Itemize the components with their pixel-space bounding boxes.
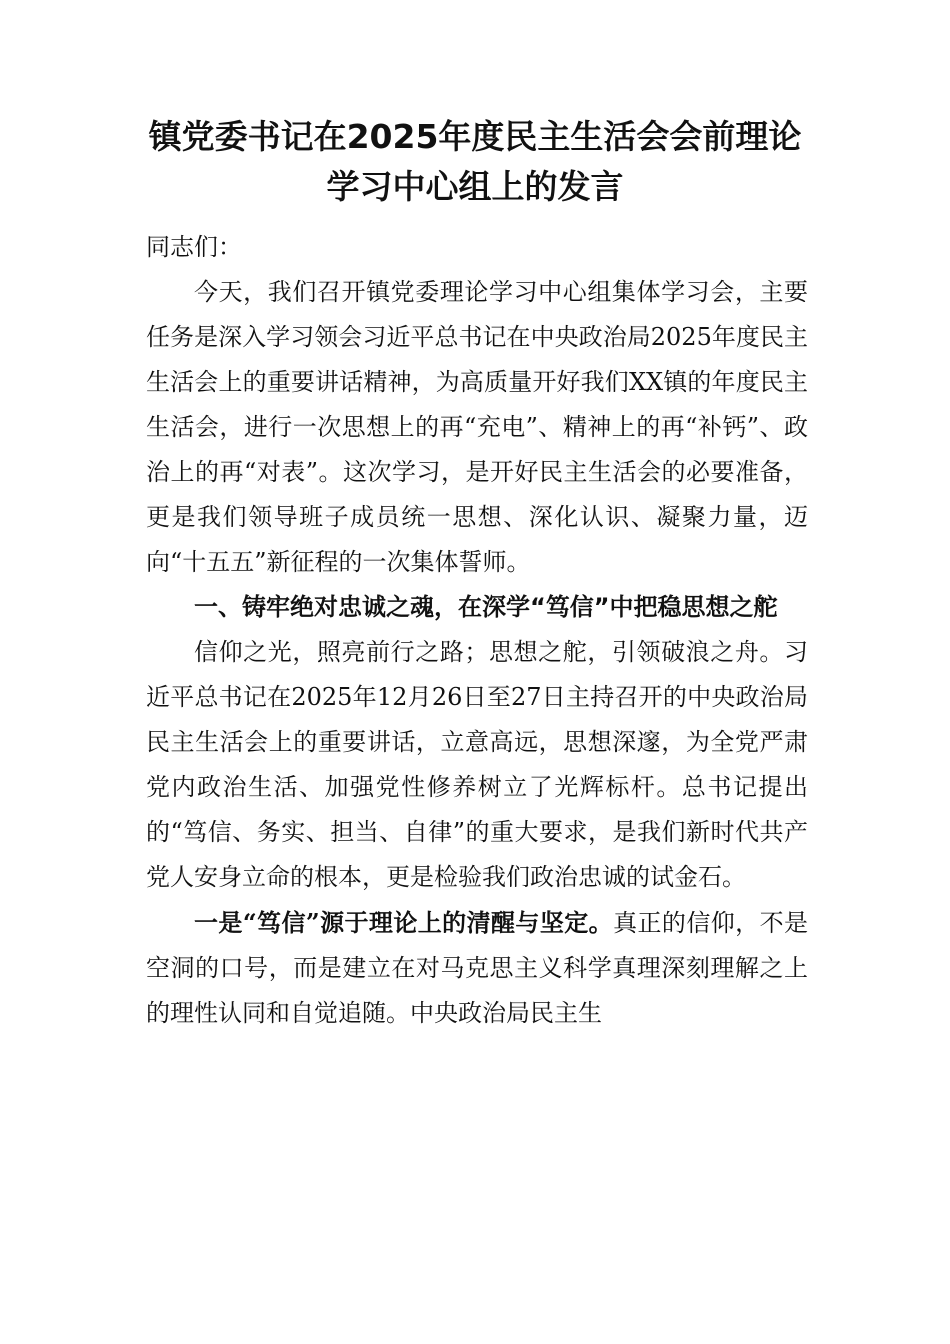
point-1-text: 真正的信仰，不是空洞的口号，而是建立在对马克思主义科学真理深刻理解之上的理性认同和自觉追随。中央政治局民主生: [146, 909, 809, 1027]
section-1-paragraph: 信仰之光，照亮前行之路；思想之舵，引领破浪之舟。习近平总书记在2025年12月26日至27日主持召开的中央政治局民主生活会上的重要讲话，立意高远，思想深邃，为全党严肃党内政治生活、加强党性修养树立了光辉标杆。总书记提出的“笃信、务实、担当、自律”的重大要求，是我们新时代共产党人安身立命的根本，更是检验我们政治忠诚的试金石。: [146, 638, 808, 891]
document-title: 镇党委书记在2025年度民主生活会会前理论学习中心组上的发言: [148, 117, 802, 206]
salutation: 同志们：: [146, 233, 242, 261]
section-heading-1: 一、铸牢绝对忠诚之魂，在深学“笃信”中把稳思想之舵: [194, 593, 778, 621]
document-body: [146, 225, 808, 1036]
point-1-lead: 一是“笃信”源于理论上的清醒与坚定。: [194, 908, 614, 937]
intro-paragraph: 今天，我们召开镇党委理论学习中心组集体学习会，主要任务是深入学习领会习近平总书记在中央政治局2025年度民主生活会上的重要讲话精神，为高质量开好我们XX镇的年度民主生活会，进行一次思想上的再“充电”、精神上的再“补钙”、政治上的再“对表”。这次学习，是开好民主生活会的必要准备，更是我们领导班子成员统一思想、深化认识、凝聚力量，迈向“十五五”新征程的一次集体誓师。: [146, 278, 808, 576]
point-1-paragraph: [146, 900, 808, 1036]
